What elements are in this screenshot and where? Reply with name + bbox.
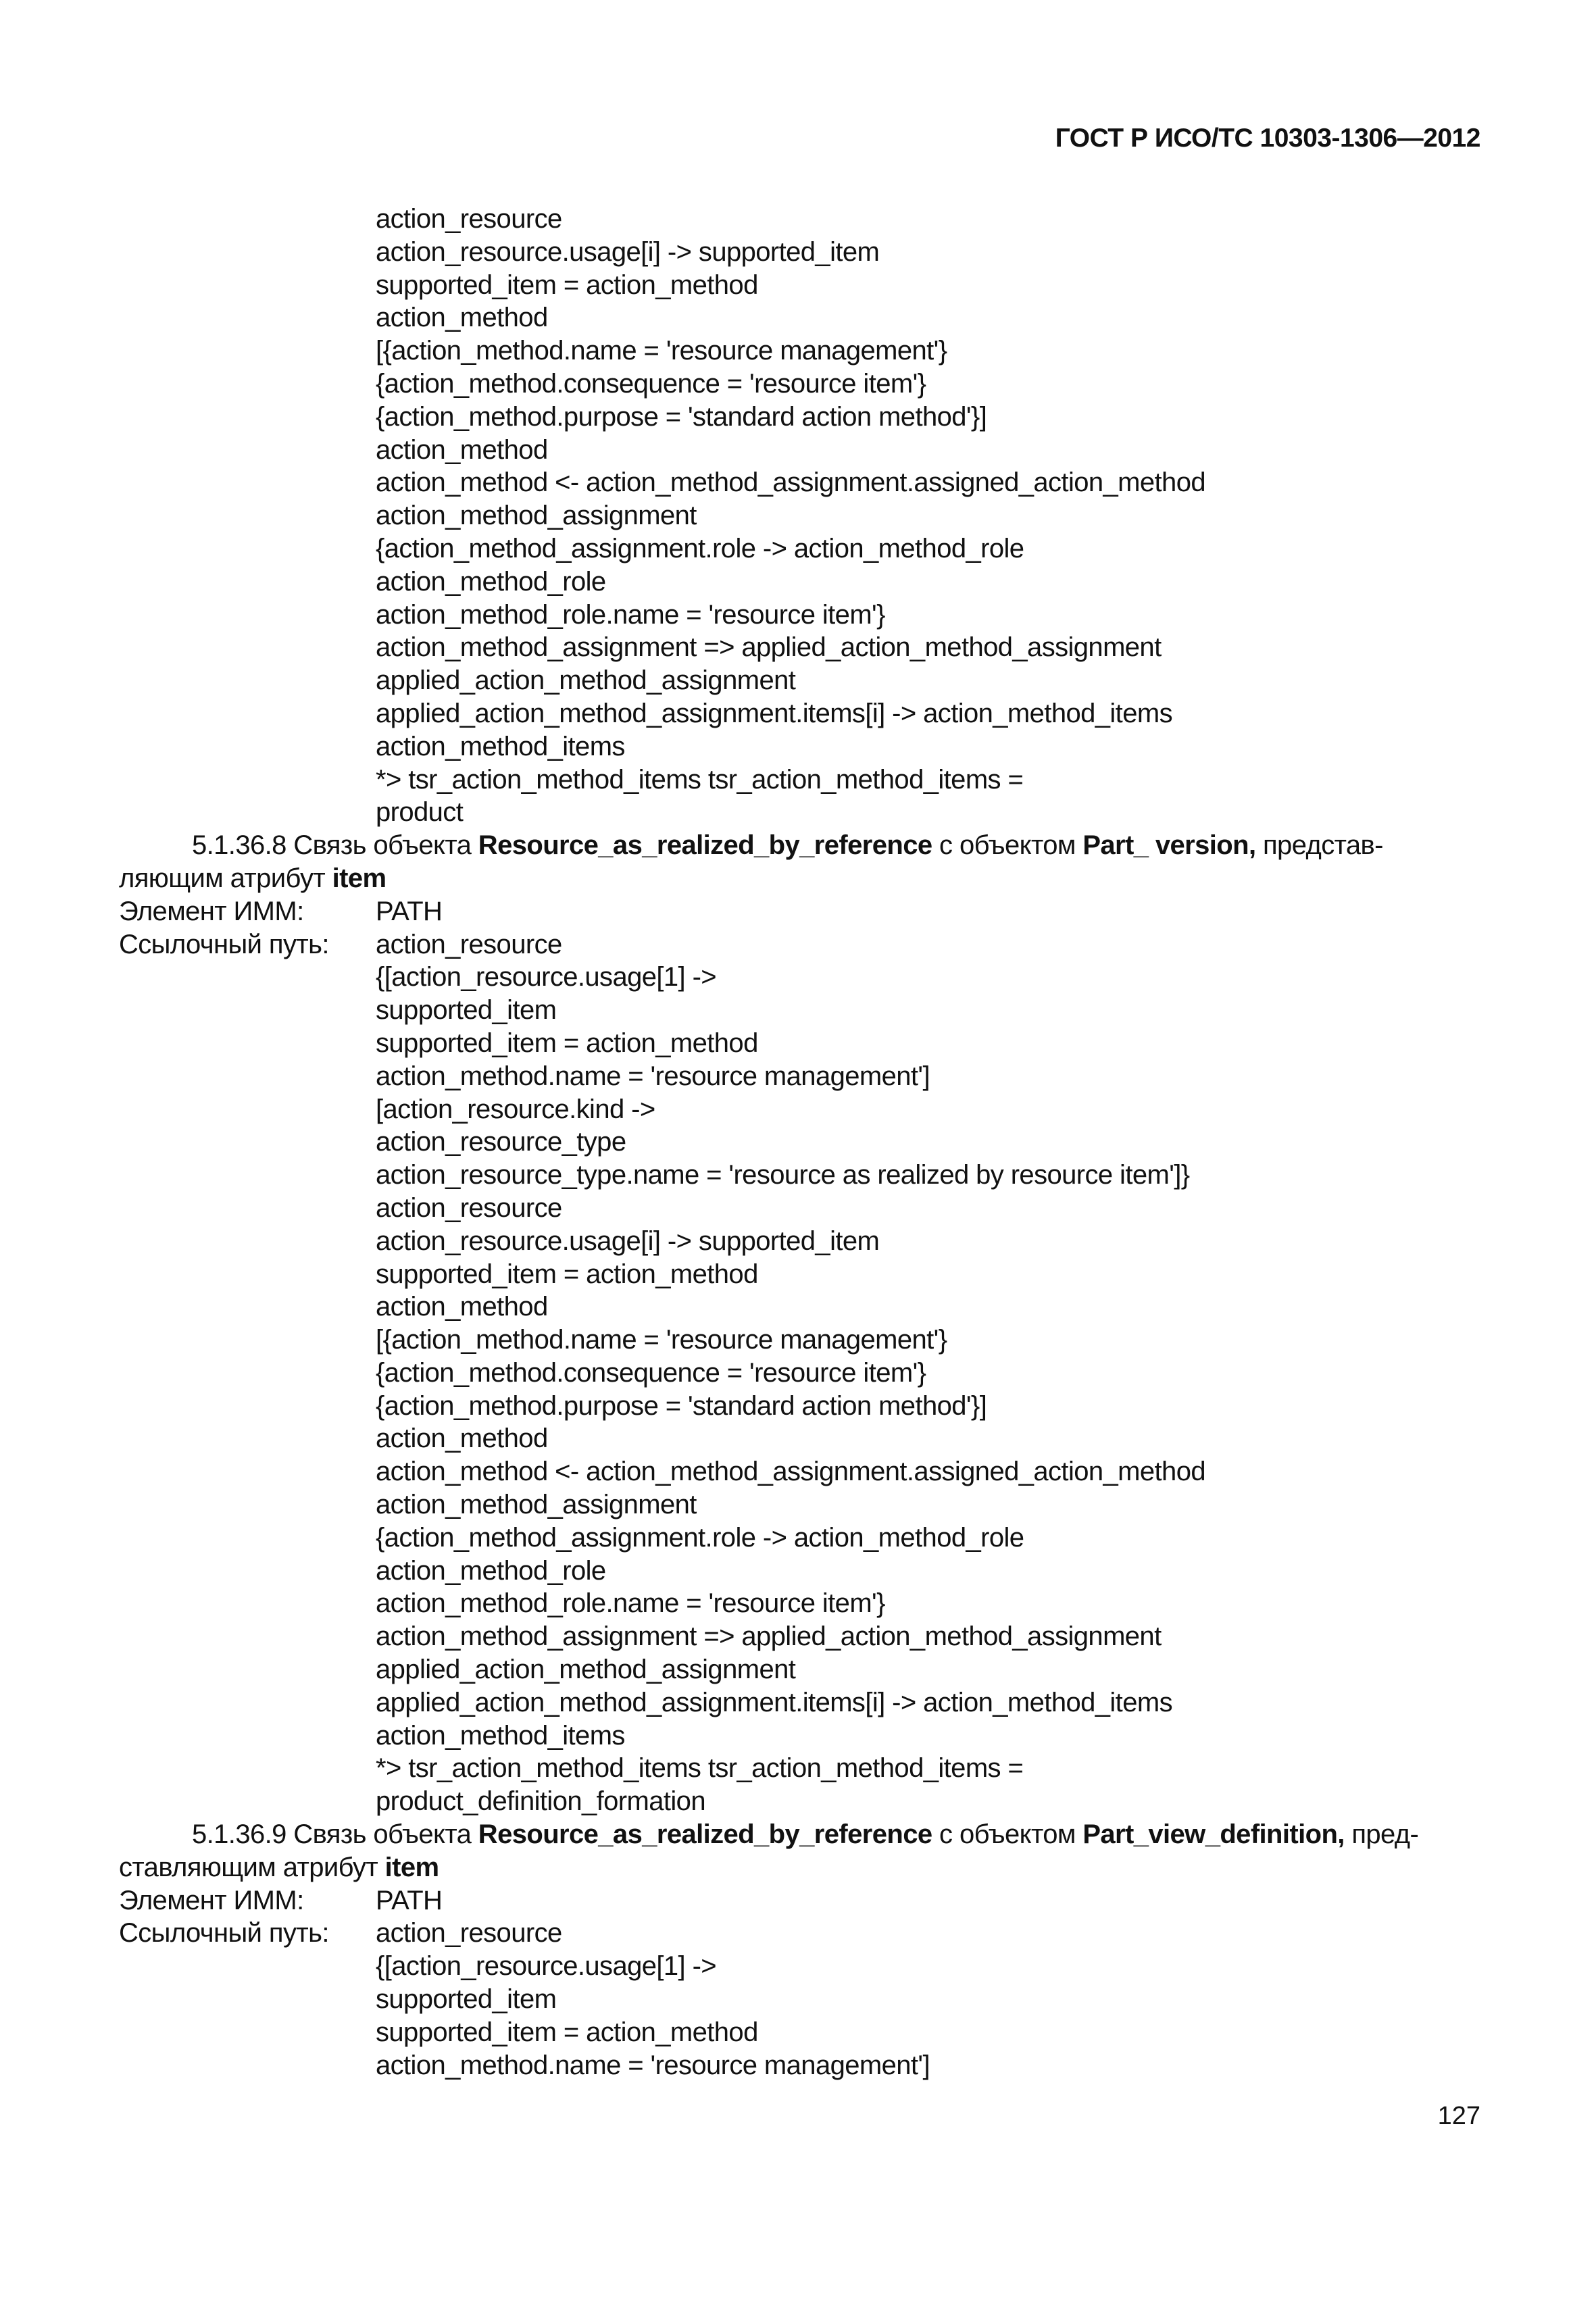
attribute-name: item	[332, 863, 386, 893]
path-line: product	[376, 797, 464, 828]
path-line: applied_action_method_assignment	[376, 1655, 796, 1685]
element-value: PATH	[376, 896, 443, 926]
path-line: action_resource.usage[i] -> supported_item	[376, 1226, 880, 1256]
attribute-name: item	[384, 1852, 439, 1882]
path-line: action_resource	[376, 1918, 562, 1948]
element-label: Элемент ИММ:	[119, 896, 304, 926]
element-value: PATH	[376, 1885, 443, 1915]
path-line: {action_method.purpose = 'standard action method'}]	[376, 1390, 987, 1421]
section-text: 5.1.36.9 Связь объекта	[192, 1819, 478, 1850]
path-line: {[action_resource.usage[1] ->	[376, 1951, 717, 1982]
section-text: с объектом	[932, 1819, 1083, 1850]
path-line: {action_method_assignment.role -> action_method_role	[376, 533, 1024, 563]
path-line: {[action_resource.usage[1] ->	[376, 962, 717, 992]
path-line: action_resource	[376, 204, 562, 234]
section-text: с объектом	[932, 830, 1083, 861]
reference-path-label: Ссылочный путь:	[119, 1918, 329, 1948]
path-line: action_resource	[376, 929, 562, 959]
path-line: supported_item = action_method	[376, 1259, 758, 1289]
path-line: action_resource_type	[376, 1127, 626, 1157]
path-line: action_method_assignment => applied_action_method_assignment	[376, 1621, 1162, 1652]
target-entity-name: Part_view_definition,	[1082, 1819, 1345, 1850]
path-line: [action_resource.kind ->	[376, 1094, 655, 1124]
path-line: action_method	[376, 1424, 548, 1454]
path-line: {action_method.consequence = 'resource item'}	[376, 368, 926, 399]
path-line: action_method_items	[376, 731, 625, 761]
entity-name: Resource_as_realized_by_reference	[478, 830, 932, 861]
element-label: Элемент ИММ:	[119, 1885, 304, 1915]
reference-path-row	[119, 928, 1480, 961]
section-text: представ-	[1255, 830, 1383, 861]
path-line: action_method <- action_method_assignment.assigned_action_method	[376, 1457, 1205, 1487]
path-line: action_method_role.name = 'resource item'}	[376, 599, 885, 630]
path-line: product_definition_formation	[376, 1786, 705, 1817]
path-line: action_method	[376, 434, 548, 465]
path-line: supported_item = action_method	[376, 270, 758, 300]
section-5-1-36-9-heading-cont	[119, 1851, 1480, 1884]
document-header: ГОСТ Р ИСО/ТС 10303-1306—2012	[1055, 124, 1480, 153]
page-content	[119, 203, 1480, 2082]
path-line: action_method_items	[376, 1720, 625, 1751]
path-line: [{action_method.name = 'resource management'}	[376, 336, 947, 366]
path-line: action_method_role	[376, 566, 606, 597]
section-text: пред-	[1344, 1819, 1419, 1850]
path-line: action_resource	[376, 1192, 562, 1223]
reference-path-section-8	[119, 961, 1480, 1818]
element-row	[119, 895, 1480, 928]
path-line: {action_method.purpose = 'standard action method'}]	[376, 401, 987, 432]
path-line: supported_item = action_method	[376, 2017, 758, 2047]
path-line: action_method <- action_method_assignment.assigned_action_method	[376, 468, 1205, 498]
path-line: applied_action_method_assignment.items[i] -> action_method_items	[376, 1687, 1172, 1717]
path-line: applied_action_method_assignment	[376, 665, 796, 696]
path-line: action_method.name = 'resource management']	[376, 1061, 930, 1091]
path-line: applied_action_method_assignment.items[i] -> action_method_items	[376, 698, 1172, 728]
reference-path-label: Ссылочный путь:	[119, 929, 329, 959]
path-line: *> tsr_action_method_items tsr_action_method_items =	[376, 764, 1024, 795]
path-line: {action_method.consequence = 'resource item'}	[376, 1357, 926, 1388]
path-line: supported_item	[376, 1984, 557, 2015]
path-line: action_method_assignment	[376, 501, 697, 531]
path-line: [{action_method.name = 'resource management'}	[376, 1325, 947, 1355]
reference-path-section-9	[119, 1950, 1480, 2082]
page-number: 127	[1437, 2102, 1480, 2130]
section-5-1-36-8-heading-cont	[119, 862, 1480, 895]
path-line: action_resource_type.name = 'resource as realized by resource item']}	[376, 1160, 1190, 1190]
path-line: supported_item	[376, 995, 557, 1026]
path-line: action_method_role.name = 'resource item'}	[376, 1588, 885, 1619]
path-line: action_method_assignment => applied_action_method_assignment	[376, 632, 1162, 663]
section-5-1-36-8-heading	[119, 829, 1480, 862]
path-line: action_method.name = 'resource management']	[376, 2050, 930, 2080]
section-5-1-36-9-heading	[119, 1818, 1480, 1851]
path-line: supported_item = action_method	[376, 1028, 758, 1058]
section-text: 5.1.36.8 Связь объекта	[192, 830, 478, 861]
entity-name: Resource_as_realized_by_reference	[478, 1819, 932, 1850]
target-entity-name: Part_ version,	[1082, 830, 1256, 861]
path-line: action_method	[376, 303, 548, 333]
path-line: action_resource.usage[i] -> supported_item	[376, 236, 880, 267]
reference-path-continuation	[119, 203, 1480, 829]
element-row	[119, 1884, 1480, 1917]
section-text: ставляющим атрибут	[119, 1852, 385, 1882]
reference-path-row	[119, 1917, 1480, 1950]
path-line: action_method_assignment	[376, 1490, 697, 1520]
path-line: *> tsr_action_method_items tsr_action_method_items =	[376, 1753, 1024, 1784]
path-line: action_method_role	[376, 1555, 606, 1586]
path-line: {action_method_assignment.role -> action_method_role	[376, 1522, 1024, 1553]
path-line: action_method	[376, 1292, 548, 1322]
section-text: ляющим атрибут	[119, 863, 332, 893]
